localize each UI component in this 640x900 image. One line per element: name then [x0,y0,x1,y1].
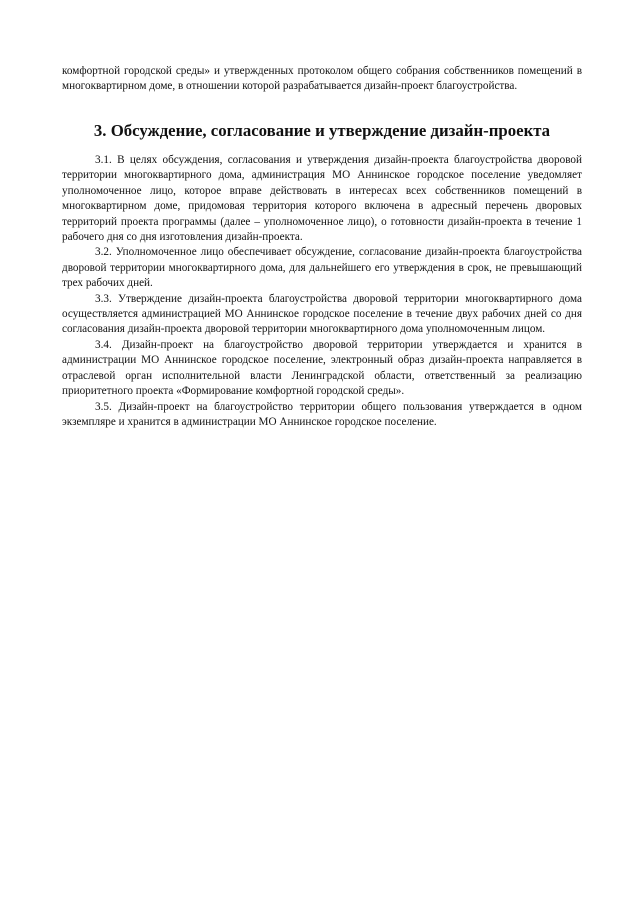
paragraph-3-3: 3.3. Утверждение дизайн-проекта благоустройства дворовой территории многоквартирного дома осуществляется администрацией МО Аннинское городское поселение в течение двух рабочих дней со дня согласования дизайн-проекта дворовой территории многоквартирного дома уполномоченным лицом. [62,292,582,336]
section-body [62,153,582,430]
intro-paragraph: комфортной городской среды» и утвержденных протоколом общего собрания собственников помещений в многоквартирном доме, в отношении которой разрабатывается дизайн-проект благоустройства. [62,65,582,93]
section-heading: 3. Обсуждение, согласование и утверждение дизайн-проекта [93,121,551,140]
paragraph-3-1: 3.1. В целях обсуждения, согласования и утверждения дизайн-проекта благоустройства дворовой территории многоквартирного дома, администрация МО Аннинское городское поселение уведомляет уполномоченное лицо, которое вправе действовать в интересах всех собственников помещений в многоквартирном доме, придомовая территория которого включена в адресный перечень дворовых территорий проекта программы (далее – уполномоченное лицо), о готовности дизайн-проекта в течение 1 рабочего дня со дня изготовления дизайн-проекта. [62,154,582,244]
paragraph-3-5: 3.5. Дизайн-проект на благоустройство территории общего пользования утверждается в одном экземпляре и хранится в администрации МО Аннинское городское поселение. [62,400,582,428]
intro-block [62,64,582,95]
paragraph-3-2: 3.2. Уполномоченное лицо обеспечивает обсуждение, согласование дизайн-проекта благоустройства дворовой территории многоквартирного дома, для дальнейшего его утверждения в срок, не превышающий трех рабочих дней. [62,246,582,290]
paragraph-3-4: 3.4. Дизайн-проект на благоустройство дворовой территории утверждается и хранится в администрации МО Аннинское городское поселение, электронный образ дизайн-проекта направляется в отраслевой орган исполнительной власти Ленинградской области, ответственный за реализацию приоритетного проекта «Формирование комфортной городской среды». [62,338,582,398]
